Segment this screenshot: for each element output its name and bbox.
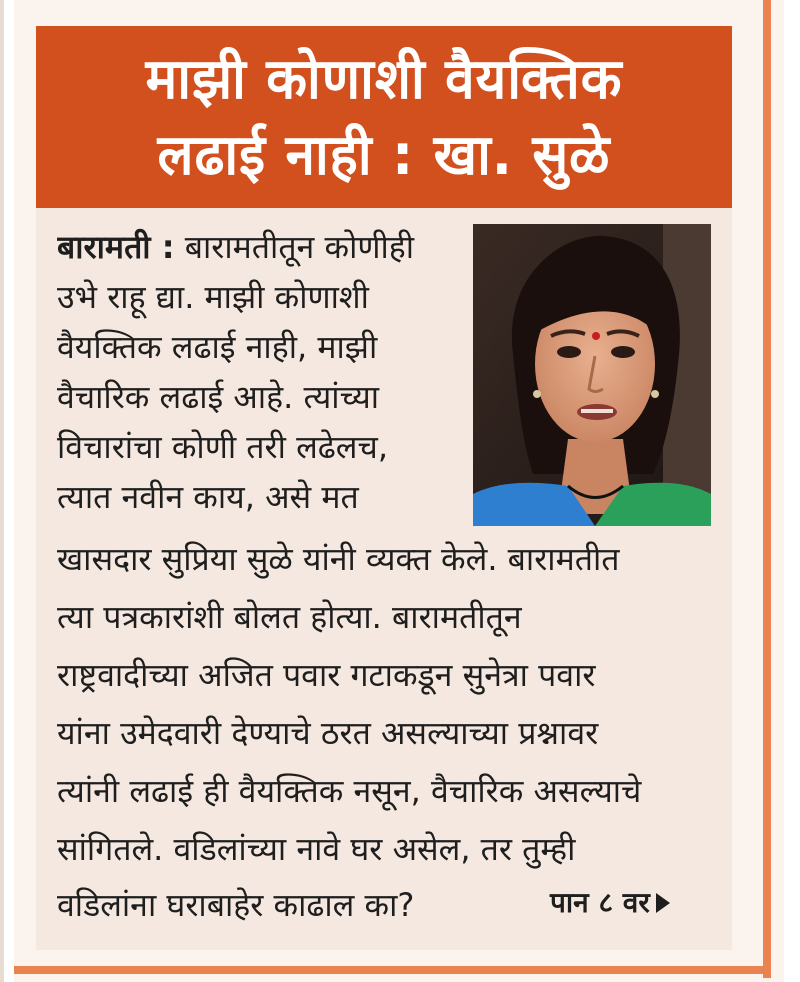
article-line-3: वैयक्तिक लढाई नाही, माझी (57, 328, 378, 366)
continued-label: पान ८ वर (550, 886, 650, 919)
play-arrow-icon (656, 893, 670, 913)
continued-on-page (550, 880, 670, 926)
headline-line-2: लढाई नाही : खा. सुळे (157, 123, 611, 188)
page-edge (0, 0, 4, 982)
portrait-photo (473, 224, 711, 526)
article-line-4: वैचारिक लढाई आहे. त्यांच्या (57, 378, 380, 416)
headline-banner (36, 26, 732, 208)
article-line-1 (57, 222, 463, 272)
article-line-12: सांगितले. वडिलांच्या नावे घर असेल, तर तुम्ही (57, 830, 576, 868)
article-text: बारामतीतून कोणीही (184, 228, 415, 266)
article-line-5: विचारांचा कोणी तरी लढेलच, (57, 428, 388, 466)
dateline: बारामती : (57, 228, 175, 266)
article-line-8: त्या पत्रकारांशी बोलत होत्या. बारामतीतून (57, 598, 522, 636)
bottom-border-rule (14, 966, 771, 974)
right-border-rule (763, 0, 771, 978)
article-line-10: यांना उमेदवारी देण्याचे ठरत असल्याच्या प्रश्नावर (57, 714, 599, 752)
article-line-7: खासदार सुप्रिया सुळे यांनी व्यक्त केले. बारामतीत (57, 540, 620, 578)
article-line-11: त्यांनी लढाई ही वैयक्तिक नसून, वैचारिक असल्याचे (57, 772, 642, 810)
article-line-13: वडिलांना घराबाहेर काढाल का? (57, 886, 415, 924)
article-line-9: राष्ट्रवादीच्या अजित पवार गटाकडून सुनेत्रा पवार (57, 656, 596, 694)
article-line-2: उभे राहू द्या. माझी कोणाशी (57, 278, 369, 316)
headline-line-1: माझी कोणाशी वैयक्तिक (145, 47, 623, 112)
article-line-6: त्यात नवीन काय, असे मत (57, 478, 359, 516)
